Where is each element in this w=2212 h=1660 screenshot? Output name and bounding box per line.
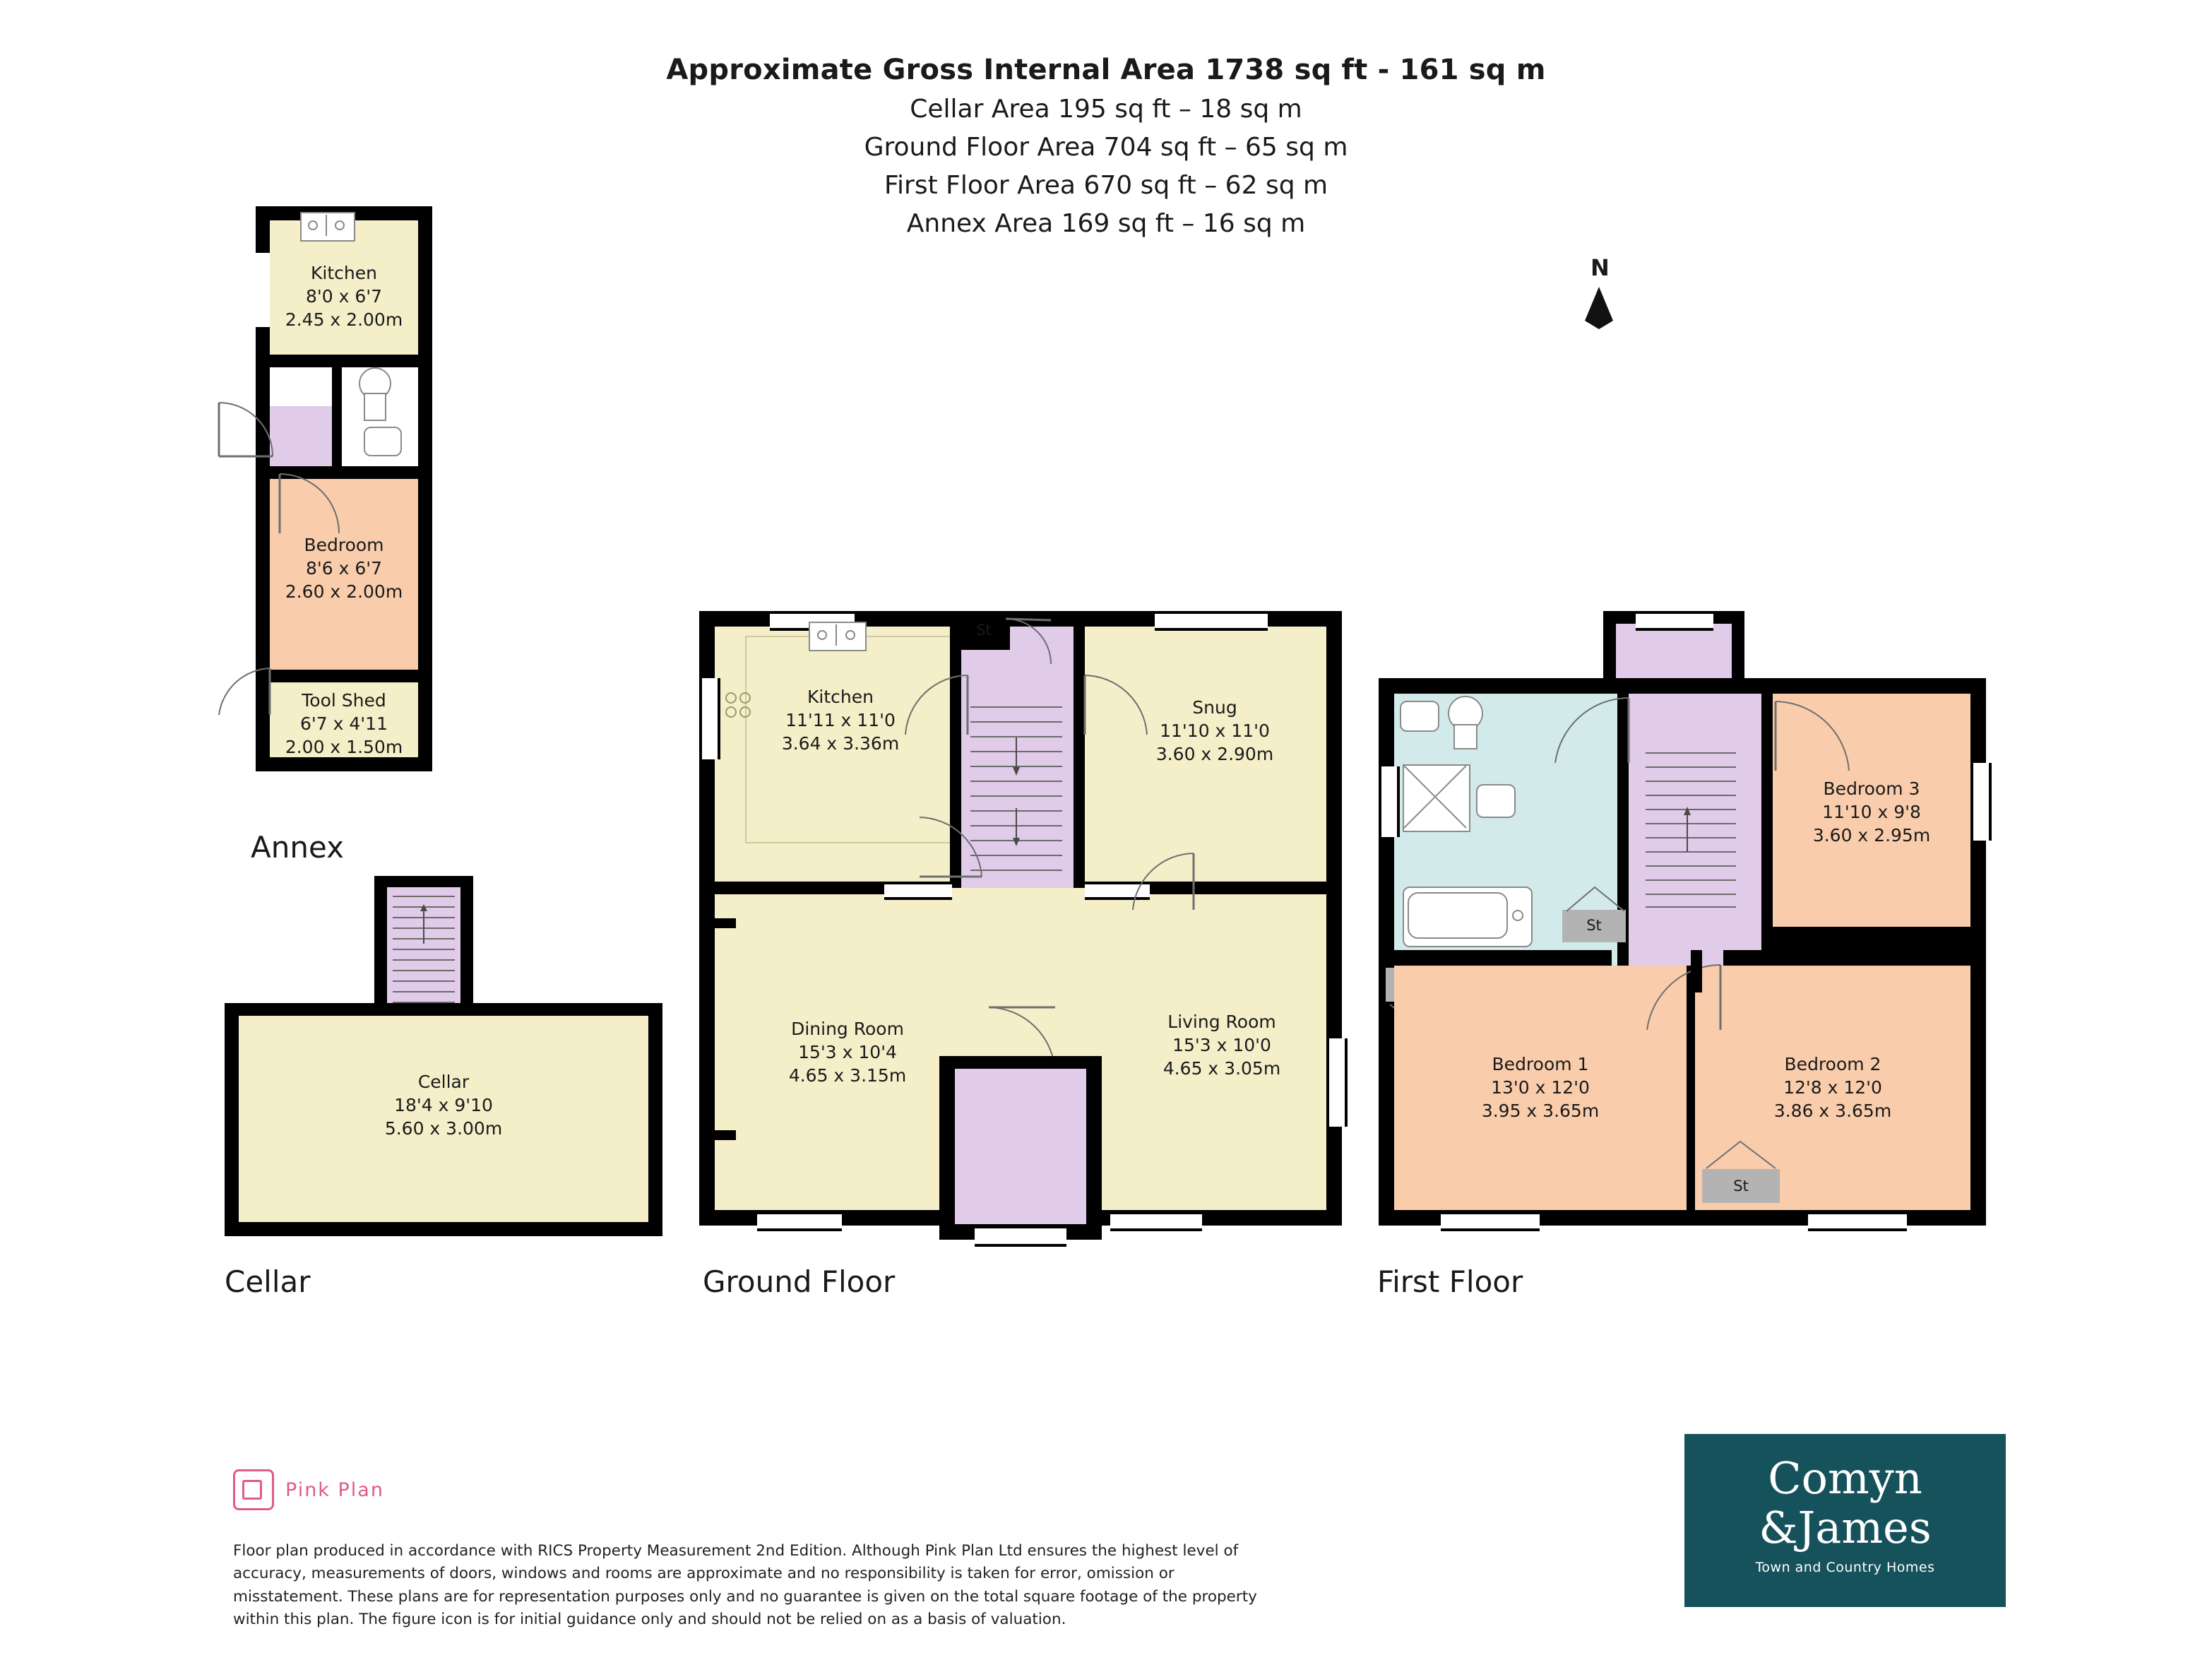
north-arrow-icon bbox=[1575, 284, 1653, 362]
first-st-door-icon-bottom bbox=[1702, 1137, 1780, 1171]
annex-toolshed-label: Tool Shed 6'7 x 4'11 2.00 x 1.50m bbox=[285, 690, 403, 757]
bedroom3-door-icon bbox=[1770, 696, 1862, 781]
basin-fixture-first bbox=[1400, 701, 1439, 732]
hall-door-icon bbox=[911, 809, 989, 887]
toilet-cistern-first bbox=[1453, 724, 1477, 749]
first-bedroom2-label: Bedroom 2 12'8 x 12'0 3.86 x 3.65m bbox=[1773, 1054, 1892, 1121]
ground-living-label: Living Room 15'3 x 10'0 4.65 x 3.05m bbox=[1163, 1012, 1281, 1079]
ground-notch-1 bbox=[715, 918, 736, 928]
logo-line-1: Comyn bbox=[1768, 1452, 1922, 1504]
first-st-door-icon-mid bbox=[1564, 883, 1627, 914]
pink-plan-label: Pink Plan bbox=[285, 1478, 384, 1501]
page-title: Approximate Gross Internal Area 1738 sq ft - 161 sq m bbox=[666, 54, 1546, 86]
first-mid-wall-right bbox=[1723, 950, 1986, 966]
area-line-cellar: Cellar Area 195 sq ft – 18 sq m bbox=[910, 95, 1302, 124]
first-floor-name: First Floor bbox=[1377, 1264, 1523, 1299]
agency-logo bbox=[1684, 1434, 2006, 1607]
ground-st-label: St bbox=[976, 622, 992, 639]
stair-direction-down-icon-2 bbox=[1010, 805, 1023, 848]
cellar-room-label: Cellar 18'4 x 9'10 5.60 x 3.00m bbox=[384, 1072, 503, 1139]
annex-floor-name: Annex bbox=[251, 830, 344, 865]
logo-line-2: &James bbox=[1759, 1502, 1932, 1553]
compass bbox=[1575, 254, 1653, 353]
ground-hall-wall-right bbox=[1074, 627, 1085, 888]
toilet-cistern-annex bbox=[364, 393, 386, 421]
kitchen-door-icon bbox=[897, 671, 975, 749]
bedroom1-door-icon bbox=[1639, 959, 1730, 1044]
first-st-label-bottom: St bbox=[1733, 1178, 1749, 1194]
annex-wall-1 bbox=[256, 355, 432, 367]
annex-bedroom-label: Bedroom 8'6 x 6'7 2.60 x 2.00m bbox=[285, 535, 403, 602]
ground-snug-label: Snug 11'10 x 11'0 3.60 x 2.90m bbox=[1155, 697, 1274, 764]
ground-kitchen-label: Kitchen 11'11 x 11'0 3.64 x 3.36m bbox=[781, 687, 900, 754]
ground-window-bottom-1 bbox=[757, 1211, 842, 1231]
shower-icon-first bbox=[1403, 764, 1468, 829]
area-line-ground: Ground Floor Area 704 sq ft – 65 sq m bbox=[864, 133, 1348, 162]
ground-window-bottom-2 bbox=[1110, 1211, 1202, 1231]
ground-porch bbox=[955, 1056, 1086, 1224]
ground-window-top-2 bbox=[1155, 611, 1268, 631]
stair-direction-down-icon bbox=[1010, 735, 1023, 777]
ground-notch-2 bbox=[715, 1130, 736, 1140]
ground-front-door bbox=[975, 1226, 1066, 1247]
sink-icon-annex bbox=[300, 212, 352, 239]
area-line-first: First Floor Area 670 sq ft – 62 sq m bbox=[884, 171, 1328, 200]
bath-icon-first bbox=[1403, 887, 1530, 944]
first-window-right bbox=[1970, 763, 1992, 841]
ground-porch-top-wall bbox=[939, 1056, 1102, 1069]
first-window-bottom-2 bbox=[1808, 1211, 1907, 1231]
first-window-bottom-1 bbox=[1441, 1211, 1540, 1231]
vanity-fixture-first bbox=[1476, 784, 1516, 818]
cellar-floor-name: Cellar bbox=[225, 1264, 311, 1299]
ground-st-door-icon bbox=[1003, 616, 1059, 672]
logo-tagline: Town and Country Homes bbox=[1755, 1560, 1935, 1575]
pink-plan-icon bbox=[233, 1469, 274, 1510]
compass-label: N bbox=[1590, 254, 1610, 281]
first-st-label-mid: St bbox=[1586, 917, 1602, 934]
first-stair-direction-icon bbox=[1681, 805, 1694, 855]
ground-window-right bbox=[1326, 1038, 1348, 1127]
ground-window-left bbox=[699, 678, 720, 759]
basin-fixture-annex bbox=[364, 427, 402, 456]
ground-dining-label: Dining Room 15'3 x 10'4 4.65 x 3.15m bbox=[788, 1019, 907, 1086]
first-bedroom1-label: Bedroom 1 13'0 x 12'0 3.95 x 3.65m bbox=[1481, 1054, 1600, 1121]
ground-mid-opening bbox=[884, 882, 952, 900]
first-dormer-window bbox=[1636, 611, 1713, 631]
living-room-door-icon bbox=[1123, 848, 1201, 918]
cellar-stair-direction-icon bbox=[418, 904, 429, 947]
first-window-left bbox=[1379, 766, 1400, 837]
first-mid-wall-left bbox=[1379, 950, 1612, 966]
landing-door-jamb bbox=[1691, 950, 1702, 992]
bathroom-door-icon bbox=[1547, 692, 1639, 777]
area-line-annex: Annex Area 169 sq ft – 16 sq m bbox=[906, 209, 1306, 238]
disclaimer-text: Floor plan produced in accordance with RICS Property Measurement 2nd Edition. Although Pink Plan Ltd ensures the highest level of accuracy, measurements of doors, windows and rooms are approximate and no responsibility is taken for error, omission or misstatement. These plans are for representation purposes only and no guarantee is given on the total square footage of the property within this plan. The figure icon is for initial guidance only and should not be relied on as a basis of valuation. bbox=[233, 1542, 1257, 1628]
first-bedroom3-label: Bedroom 3 11'10 x 9'8 3.60 x 2.95m bbox=[1812, 778, 1931, 846]
annex-kitchen-label: Kitchen 8'0 x 6'7 2.45 x 2.00m bbox=[285, 263, 403, 330]
ground-floor-name: Ground Floor bbox=[703, 1264, 896, 1299]
sink-icon-ground bbox=[809, 622, 864, 648]
annex-kitchen-window bbox=[256, 251, 270, 329]
pink-plan-brand bbox=[233, 1469, 384, 1510]
ground-mid-wall-left bbox=[715, 882, 884, 894]
annex-wc-divider bbox=[332, 355, 342, 468]
